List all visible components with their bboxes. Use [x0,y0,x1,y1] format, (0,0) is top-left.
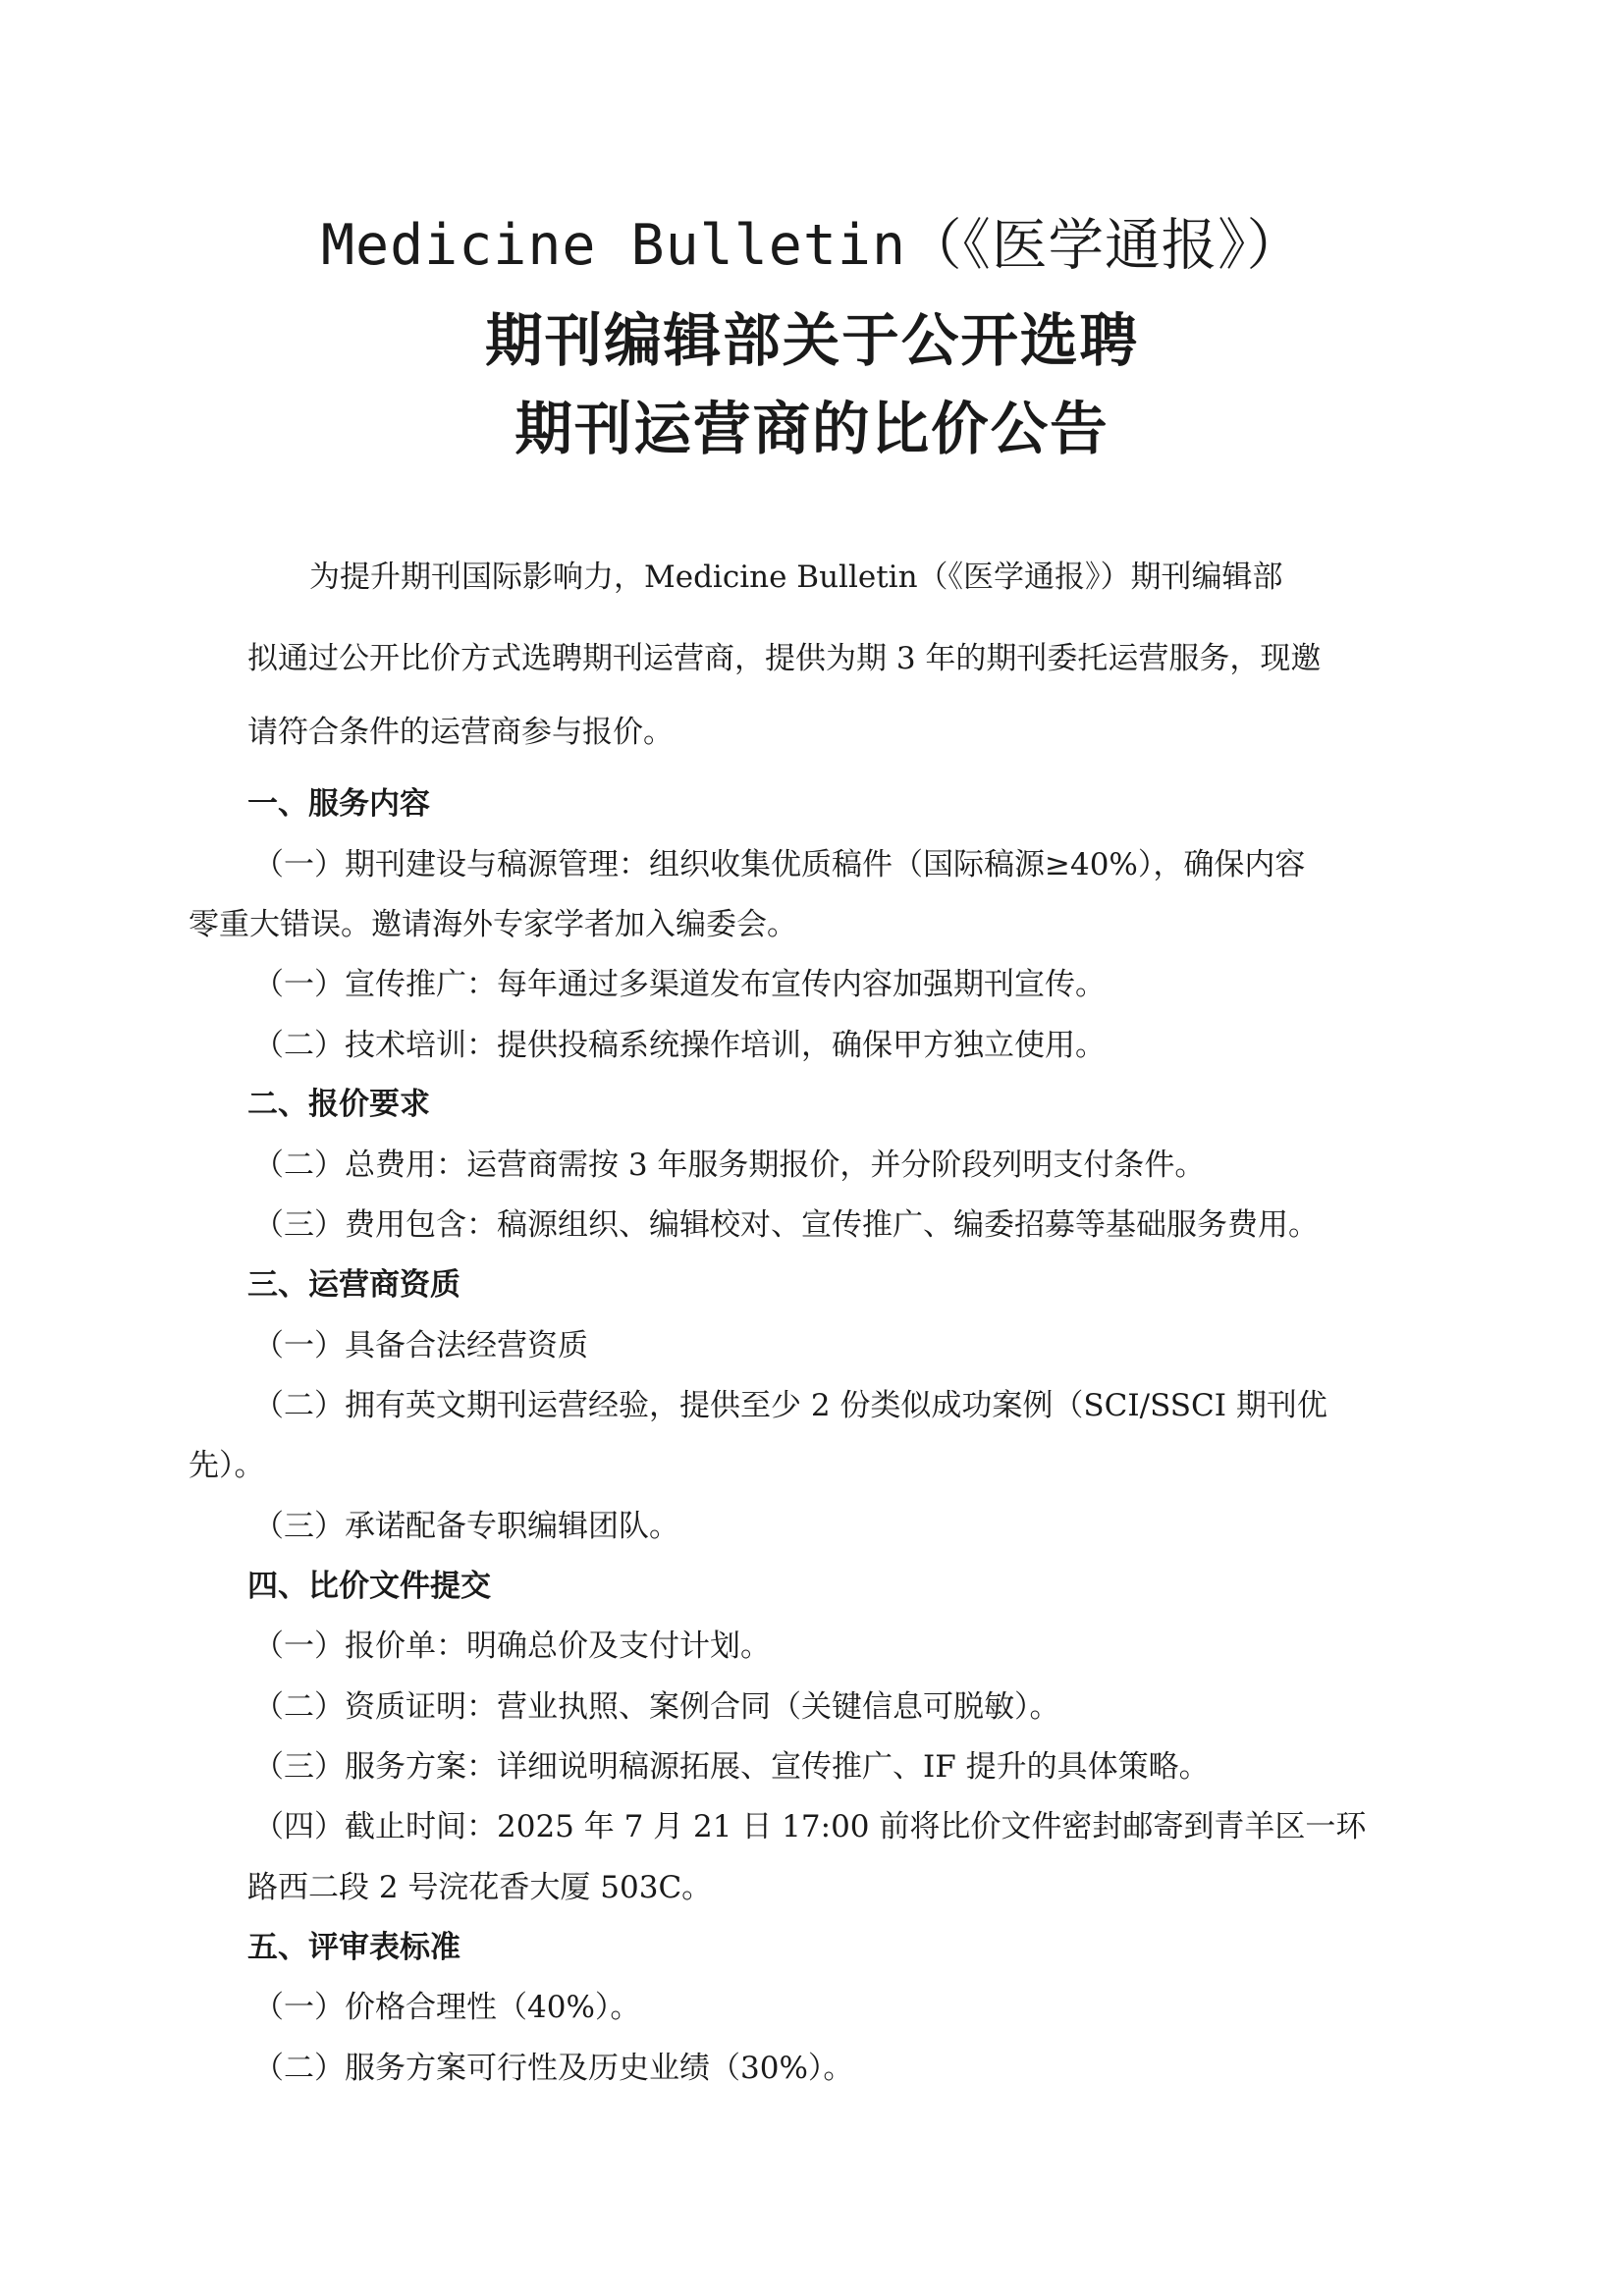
section-heading-5: 五、评审表标准 [247,1930,460,1965]
section1-item3: （二）技术培训：提供投稿系统操作培训，确保甲方独立使用。 [253,1028,1106,1063]
intro-line-3: 请符合条件的运营商参与报价。 [247,715,674,750]
section3-item2-line2: 先）。 [189,1448,265,1483]
section4-item4-line2: 路西二段 2 号浣花香大厦 503C。 [247,1870,713,1905]
section5-item2: （二）服务方案可行性及历史业绩（30%）。 [253,2051,854,2086]
intro-line-2: 拟通过公开比价方式选聘期刊运营商，提供为期 3 年的期刊委托运营服务，现邀 [247,641,1322,676]
title-line-2: 期刊编辑部关于公开选聘 [485,307,1139,374]
section4-item1: （一）报价单：明确总价及支付计划。 [253,1629,771,1664]
section1-item1-line2: 零重大错误。邀请海外专家学者加入编委会。 [189,907,797,942]
section-heading-1: 一、服务内容 [247,786,430,822]
title-line-1: Medicine Bulletin（《医学通报》） [320,213,1304,278]
section2-item2: （三）费用包含：稿源组织、编辑校对、宣传推广、编委招募等基础服务费用。 [253,1207,1319,1243]
section3-item2-line1: （二）拥有英文期刊运营经验，提供至少 2 份类似成功案例（SCI/SSCI 期刊优 [253,1388,1327,1423]
section2-item1: （二）总费用：运营商需按 3 年服务期报价，并分阶段列明支付条件。 [253,1148,1206,1183]
title-line-3: 期刊运营商的比价公告 [514,396,1110,462]
intro-line-1: 为提升期刊国际影响力，Medicine Bulletin（《医学通报》）期刊编辑部 [309,560,1283,595]
section-heading-2: 二、报价要求 [247,1087,430,1122]
section4-item2: （二）资质证明：营业执照、案例合同（关键信息可脱敏）。 [253,1689,1060,1725]
section-heading-4: 四、比价文件提交 [247,1569,491,1604]
section3-item1: （一）具备合法经营资质 [253,1328,588,1363]
section-heading-3: 三、运营商资质 [247,1267,460,1303]
section1-item1-line1: （一）期刊建设与稿源管理：组织收集优质稿件（国际稿源≥40%），确保内容 [253,847,1306,882]
section4-item4-line1: （四）截止时间：2025 年 7 月 21 日 17:00 前将比价文件密封邮寄到青羊区一环 [253,1809,1367,1844]
section5-item1: （一）价格合理性（40%）。 [253,1990,641,2025]
section4-item3: （三）服务方案：详细说明稿源拓展、宣传推广、IF 提升的具体策略。 [253,1749,1210,1785]
section3-item3: （三）承诺配备专职编辑团队。 [253,1509,679,1544]
section1-item2: （一）宣传推广：每年通过多渠道发布宣传内容加强期刊宣传。 [253,967,1106,1002]
